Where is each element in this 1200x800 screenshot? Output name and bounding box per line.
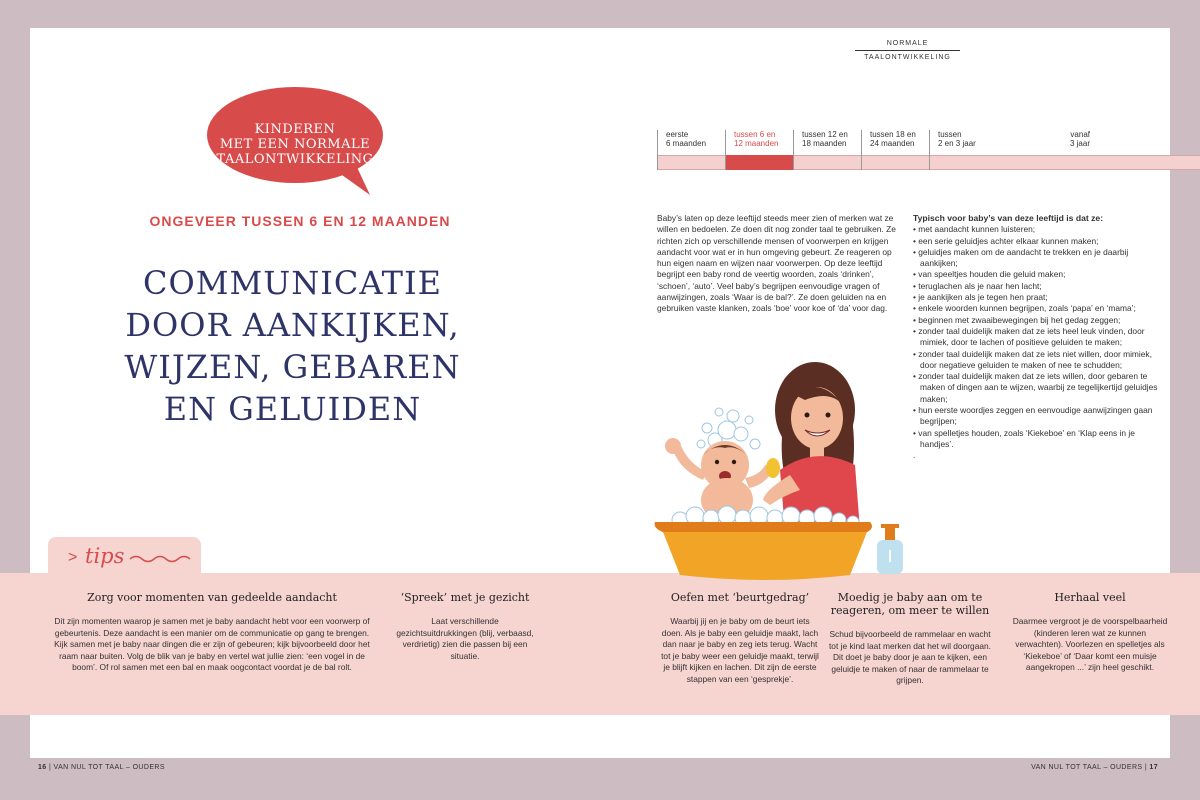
- timeline-segment-active: [725, 130, 793, 170]
- section-tag-line1: NORMALE: [886, 40, 929, 47]
- tip-text: Waarbij jij en je baby om de beurt iets doen. Als je baby een geluidje maakt, lach dan naar je baby en zeg iets terug. Wacht tot je baby weer een geluidje maakt, terwijl je blijft kijken en lachen. Dit zijn de eerste stappen van een ‘gesprekje’.: [661, 616, 819, 684]
- age-timeline: [657, 130, 1200, 172]
- list-item: • je aankijken als je tegen hen praat;: [913, 292, 1048, 303]
- tip-card: [48, 591, 376, 674]
- page-number: 17: [1149, 764, 1158, 771]
- timeline-label: tussen 6 en: [734, 130, 776, 139]
- timeline-label: tussen 12 en: [802, 130, 848, 139]
- tips-arrow-icon: >: [68, 549, 78, 566]
- tip-card: [660, 591, 820, 685]
- timeline-label: 18 maanden: [802, 139, 847, 148]
- list-item: • zonder taal duidelijk maken dat ze iets heel leuk vinden, door mimiek, door te lachen of positieve geluiden te maken;: [913, 325, 1145, 348]
- timeline-segment: [793, 130, 861, 170]
- tip-title: Oefen met ‘beurtgedrag’: [670, 591, 810, 604]
- tip-card: [1010, 591, 1170, 674]
- footer-text: VAN NUL TOT TAAL – OUDERS: [1031, 764, 1143, 771]
- list-item: • van speeltjes houden die geluid maken;: [913, 269, 1066, 280]
- tip-card: [395, 591, 535, 662]
- list-item: • zonder taal duidelijk maken dat ze iets willen, door gebaren te maken of dingen aan te wijzen, waarbij ze tegelijkertijd geluidjes maken;: [913, 371, 1158, 404]
- tip-text: Schud bijvoorbeeld de rammelaar en wacht tot je kind laat merken dat het wil doorgaan. Dit doet je baby door je aan te kijken, een geluidje te maken of naar de rammelaar te grijpen.: [828, 629, 991, 685]
- bubble-line1: KINDEREN: [254, 122, 336, 137]
- tip-card: [825, 591, 995, 687]
- section-tag-line2: TAALONTWIKKELING: [864, 54, 951, 61]
- page-title: [120, 262, 465, 430]
- tip-title: ‘Spreek’ met je gezicht: [400, 591, 530, 604]
- list-item: • met aandacht kunnen luisteren;: [913, 224, 1036, 235]
- timeline-label: vanaf: [1070, 130, 1090, 139]
- timeline-label: tussen: [938, 130, 962, 139]
- tip-text: Laat verschillende gezichtsuitdrukkingen (blij, verbaasd, verdrietig) zien die passen bij een situatie.: [396, 616, 534, 661]
- title-line4: EN GELUIDEN: [163, 390, 422, 428]
- tip-title: Zorg voor momenten van gedeelde aandacht: [87, 591, 337, 604]
- typical-list: [913, 213, 1168, 462]
- timeline-segment: [657, 130, 725, 170]
- timeline-label: 24 maanden: [870, 139, 915, 148]
- footer-text: VAN NUL TOT TAAL – OUDERS: [53, 764, 165, 771]
- timeline-segment: [1065, 130, 1200, 170]
- list-trailing: .: [913, 450, 916, 461]
- list-item: • geluidjes maken om de aandacht te trekken en je daarbij aankijken;: [913, 246, 1129, 269]
- tips-label: tips: [85, 544, 125, 568]
- squiggle-icon: [128, 553, 196, 565]
- list-item: • enkele woorden kunnen begrijpen, zoals ‘papa’ en ‘mama’;: [913, 303, 1136, 314]
- mother-bathing-baby-illustration: [645, 350, 905, 580]
- timeline-segment: [929, 130, 1065, 170]
- typical-title: Typisch voor baby’s van deze leeftijd is dat ze:: [913, 213, 1104, 223]
- list-item: • zonder taal duidelijk maken dat ze iets niet willen, door mimiek, door negatieve geluiden te maken of nee te schudden;: [913, 348, 1152, 370]
- section-tag: [855, 40, 960, 61]
- timeline-label: 6 maanden: [666, 139, 707, 148]
- tip-title: Herhaal veel: [1054, 591, 1126, 604]
- tip-text: Dit zijn momenten waarop je samen met je baby aandacht hebt voor een voorwerp of gebeurtenis. Deze aandacht is een manier om de communicatie op gang te brengen. Kijk samen met je baby naar dingen die er zijn of gebeuren; kijk bijvoorbeeld door het raam naar buiten. Volg de blik van je baby en vertel wat jullie zien: ‘een vogel in de boom’. Of rol samen met een bal en maak oogcontact voordat je de bal rolt.: [54, 616, 370, 672]
- timeline-label: eerste: [666, 130, 689, 139]
- title-line1: COMMUNICATIE: [142, 264, 443, 302]
- list-item: • beginnen met zwaaibewegingen bij het gedag zeggen;: [913, 314, 1121, 325]
- bubble-text: [205, 122, 385, 167]
- list-item: • teruglachen als je naar hen lacht;: [913, 280, 1042, 291]
- list-item: • van spelletjes houden, zoals ‘Kiekeboe’ en ‘Klap eens in je handjes’.: [913, 427, 1135, 449]
- page-number: 16: [38, 764, 47, 771]
- list-item: • hun eerste woordjes zeggen en eenvoudige aanwijzingen gaan begrijpen;: [913, 405, 1153, 427]
- title-line2: DOOR AANKIJKEN,: [125, 306, 460, 344]
- footer-left: 16 | VAN NUL TOT TAAL – OUDERS: [38, 764, 165, 771]
- timeline-label: 3 jaar: [1069, 139, 1090, 148]
- timeline-label: 2 en 3 jaar: [938, 139, 976, 148]
- list-item: • een serie geluidjes achter elkaar kunnen maken;: [913, 235, 1099, 246]
- footer-right: VAN NUL TOT TAAL – OUDERS | 17: [1031, 764, 1158, 771]
- bubble-line3: TAALONTWIKKELING: [216, 152, 374, 167]
- tip-title: Moedig je baby aan om te reageren, om meer te willen: [830, 591, 990, 617]
- title-line3: WIJZEN, GEBAREN: [124, 348, 461, 386]
- timeline-segment: [861, 130, 929, 170]
- bubble-line2: MET EEN NORMALE: [219, 137, 371, 152]
- timeline-label: 12 maanden: [734, 139, 779, 148]
- timeline-label: tussen 18 en: [870, 130, 916, 139]
- tip-text: Daarmee vergroot je de voorspelbaarheid (kinderen leren wat ze kunnen verwachten). Voorlezen en spelletjes als ‘Kiekeboe’ of ‘Daar komt een muisje aangekropen ...’ zijn heel geschikt.: [1012, 616, 1168, 672]
- age-heading: ONGEVEER TUSSEN 6 EN 12 MAANDEN: [149, 213, 451, 229]
- intro-paragraph: Baby’s laten op deze leeftijd steeds meer zien of merken wat ze willen en bedoelen. Ze doen dit nog zonder taal te gebruiken. Ze richten zich op verschillende mensen of voorwerpen en krijgen aandacht voor wat er in hun omgeving gebeurt. Ze reageren op hun eigen naam en wijzen naar voorwerpen. Op deze leeftijd begrijpt een baby rond de veertig woorden, zoals ‘drinken’, ‘schoen’, ‘auto’. Veel baby’s begrijpen eenvoudige vragen of aanwijzingen, zoals ‘Waar is de bal?’. Ze doen geluiden na en gebruiken vaste klanken, zoals ‘boe’ voor koe of ‘da’ voor dag.: [657, 213, 896, 314]
